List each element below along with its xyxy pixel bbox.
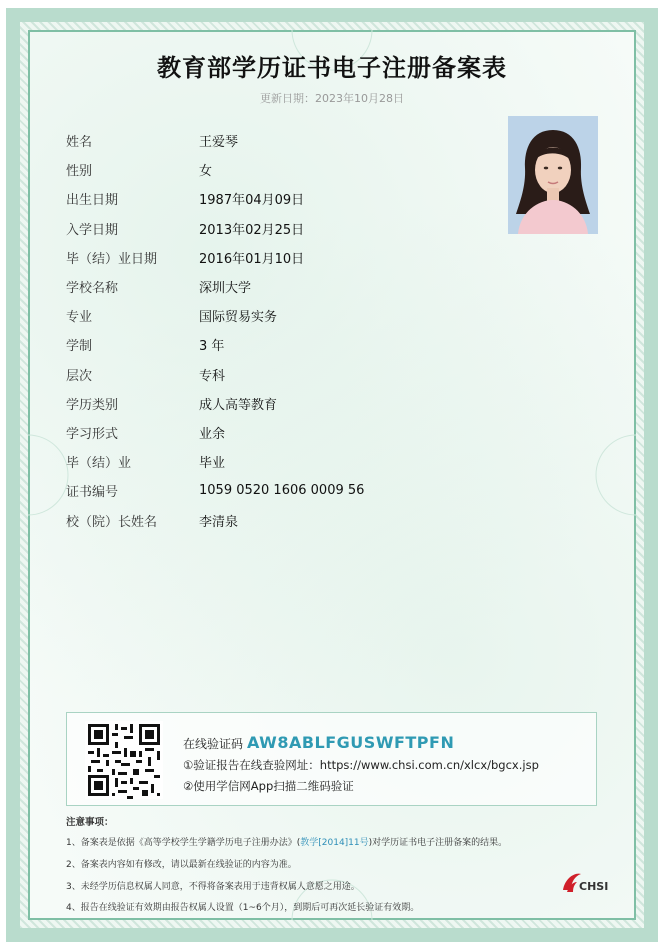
field-label: 学历类别 xyxy=(66,397,119,413)
field-value: 成人高等教育 xyxy=(199,397,278,413)
field-row-certificate-number xyxy=(66,476,506,505)
certificate-sheet xyxy=(6,8,658,942)
field-value: 1987年04月09日 xyxy=(199,193,305,209)
verification-code-label: 在线验证码 xyxy=(183,737,244,751)
chsi-logo-text: CHSI xyxy=(579,880,609,893)
field-row-birthdate xyxy=(66,184,506,213)
field-label: 姓名 xyxy=(66,135,93,151)
field-label: 校（院）长姓名 xyxy=(66,514,158,530)
note-text: 1、备案表是依据《高等学校学生学籍学历电子注册办法》( xyxy=(66,838,301,848)
field-row-gender xyxy=(66,155,506,184)
field-label: 入学日期 xyxy=(66,222,119,238)
field-row-major xyxy=(66,301,506,330)
field-value: 业余 xyxy=(199,426,226,442)
field-label: 毕（结）业日期 xyxy=(66,251,158,267)
field-value: 深圳大学 xyxy=(199,281,252,297)
notes-title: 注意事项： xyxy=(66,817,114,828)
student-info xyxy=(66,126,506,535)
field-row-name xyxy=(66,126,506,155)
note-item: 4、报告在线验证有效期由报告权属人设置（1~6个月），到期后可再次延长验证有效期。 xyxy=(66,903,420,914)
note-item: 2、备案表内容如有修改，请以最新在线验证的内容为准。 xyxy=(66,859,297,870)
field-value: 李清泉 xyxy=(199,514,239,530)
verification-panel xyxy=(66,712,597,806)
field-row-school xyxy=(66,272,506,301)
regulation-link[interactable]: 教学[2014]11号 xyxy=(300,838,369,848)
field-row-study-form xyxy=(66,418,506,447)
qr-code[interactable] xyxy=(85,721,163,799)
field-value: 2016年01月10日 xyxy=(199,251,305,267)
field-label: 证书编号 xyxy=(66,485,119,501)
field-value: 毕业 xyxy=(199,456,226,472)
field-row-graduation-date xyxy=(66,243,506,272)
field-row-duration xyxy=(66,330,506,359)
field-label: 学习形式 xyxy=(66,426,119,442)
field-value: 2013年02月25日 xyxy=(199,222,305,238)
updated-date: 更新日期：2023年10月28日 xyxy=(260,92,404,105)
field-label: 专业 xyxy=(66,310,93,326)
note-text: )对学历证书电子注册备案的结果。 xyxy=(368,838,508,848)
note-item xyxy=(66,838,586,849)
field-row-education-type xyxy=(66,389,506,418)
field-row-level xyxy=(66,360,506,389)
field-value: 1059 0520 1606 0009 56 xyxy=(199,483,365,499)
verification-url-line[interactable]: ①验证报告在线查验网址：https://www.chsi.com.cn/xlcx/bgcx.jsp xyxy=(183,758,539,772)
field-row-completion xyxy=(66,447,506,476)
note-item: 3、未经学历信息权属人同意，不得将备案表用于违背权属人意愿之用途。 xyxy=(66,881,360,892)
field-label: 出生日期 xyxy=(66,193,119,209)
notes-section xyxy=(66,814,586,925)
verification-app-line: ②使用学信网App扫描二维码验证 xyxy=(183,779,354,793)
field-label: 学制 xyxy=(66,339,93,355)
field-value: 女 xyxy=(199,164,213,180)
field-value: 王爱琴 xyxy=(199,135,239,151)
field-label: 毕（结）业 xyxy=(66,456,132,472)
field-row-president xyxy=(66,505,506,534)
student-photo xyxy=(508,116,598,234)
verification-code-line xyxy=(183,733,539,752)
field-label: 性别 xyxy=(66,164,93,180)
document-title: 教育部学历证书电子注册备案表 xyxy=(157,54,507,82)
field-value: 3 年 xyxy=(199,339,225,355)
verification-code: AW8ABLFGUSWFTPFN xyxy=(247,733,455,752)
verification-info xyxy=(183,733,539,794)
field-row-enrollment-date xyxy=(66,214,506,243)
field-label: 学校名称 xyxy=(66,281,119,297)
field-value: 国际贸易实务 xyxy=(199,310,278,326)
field-value: 专科 xyxy=(199,368,226,384)
field-label: 层次 xyxy=(66,368,93,384)
